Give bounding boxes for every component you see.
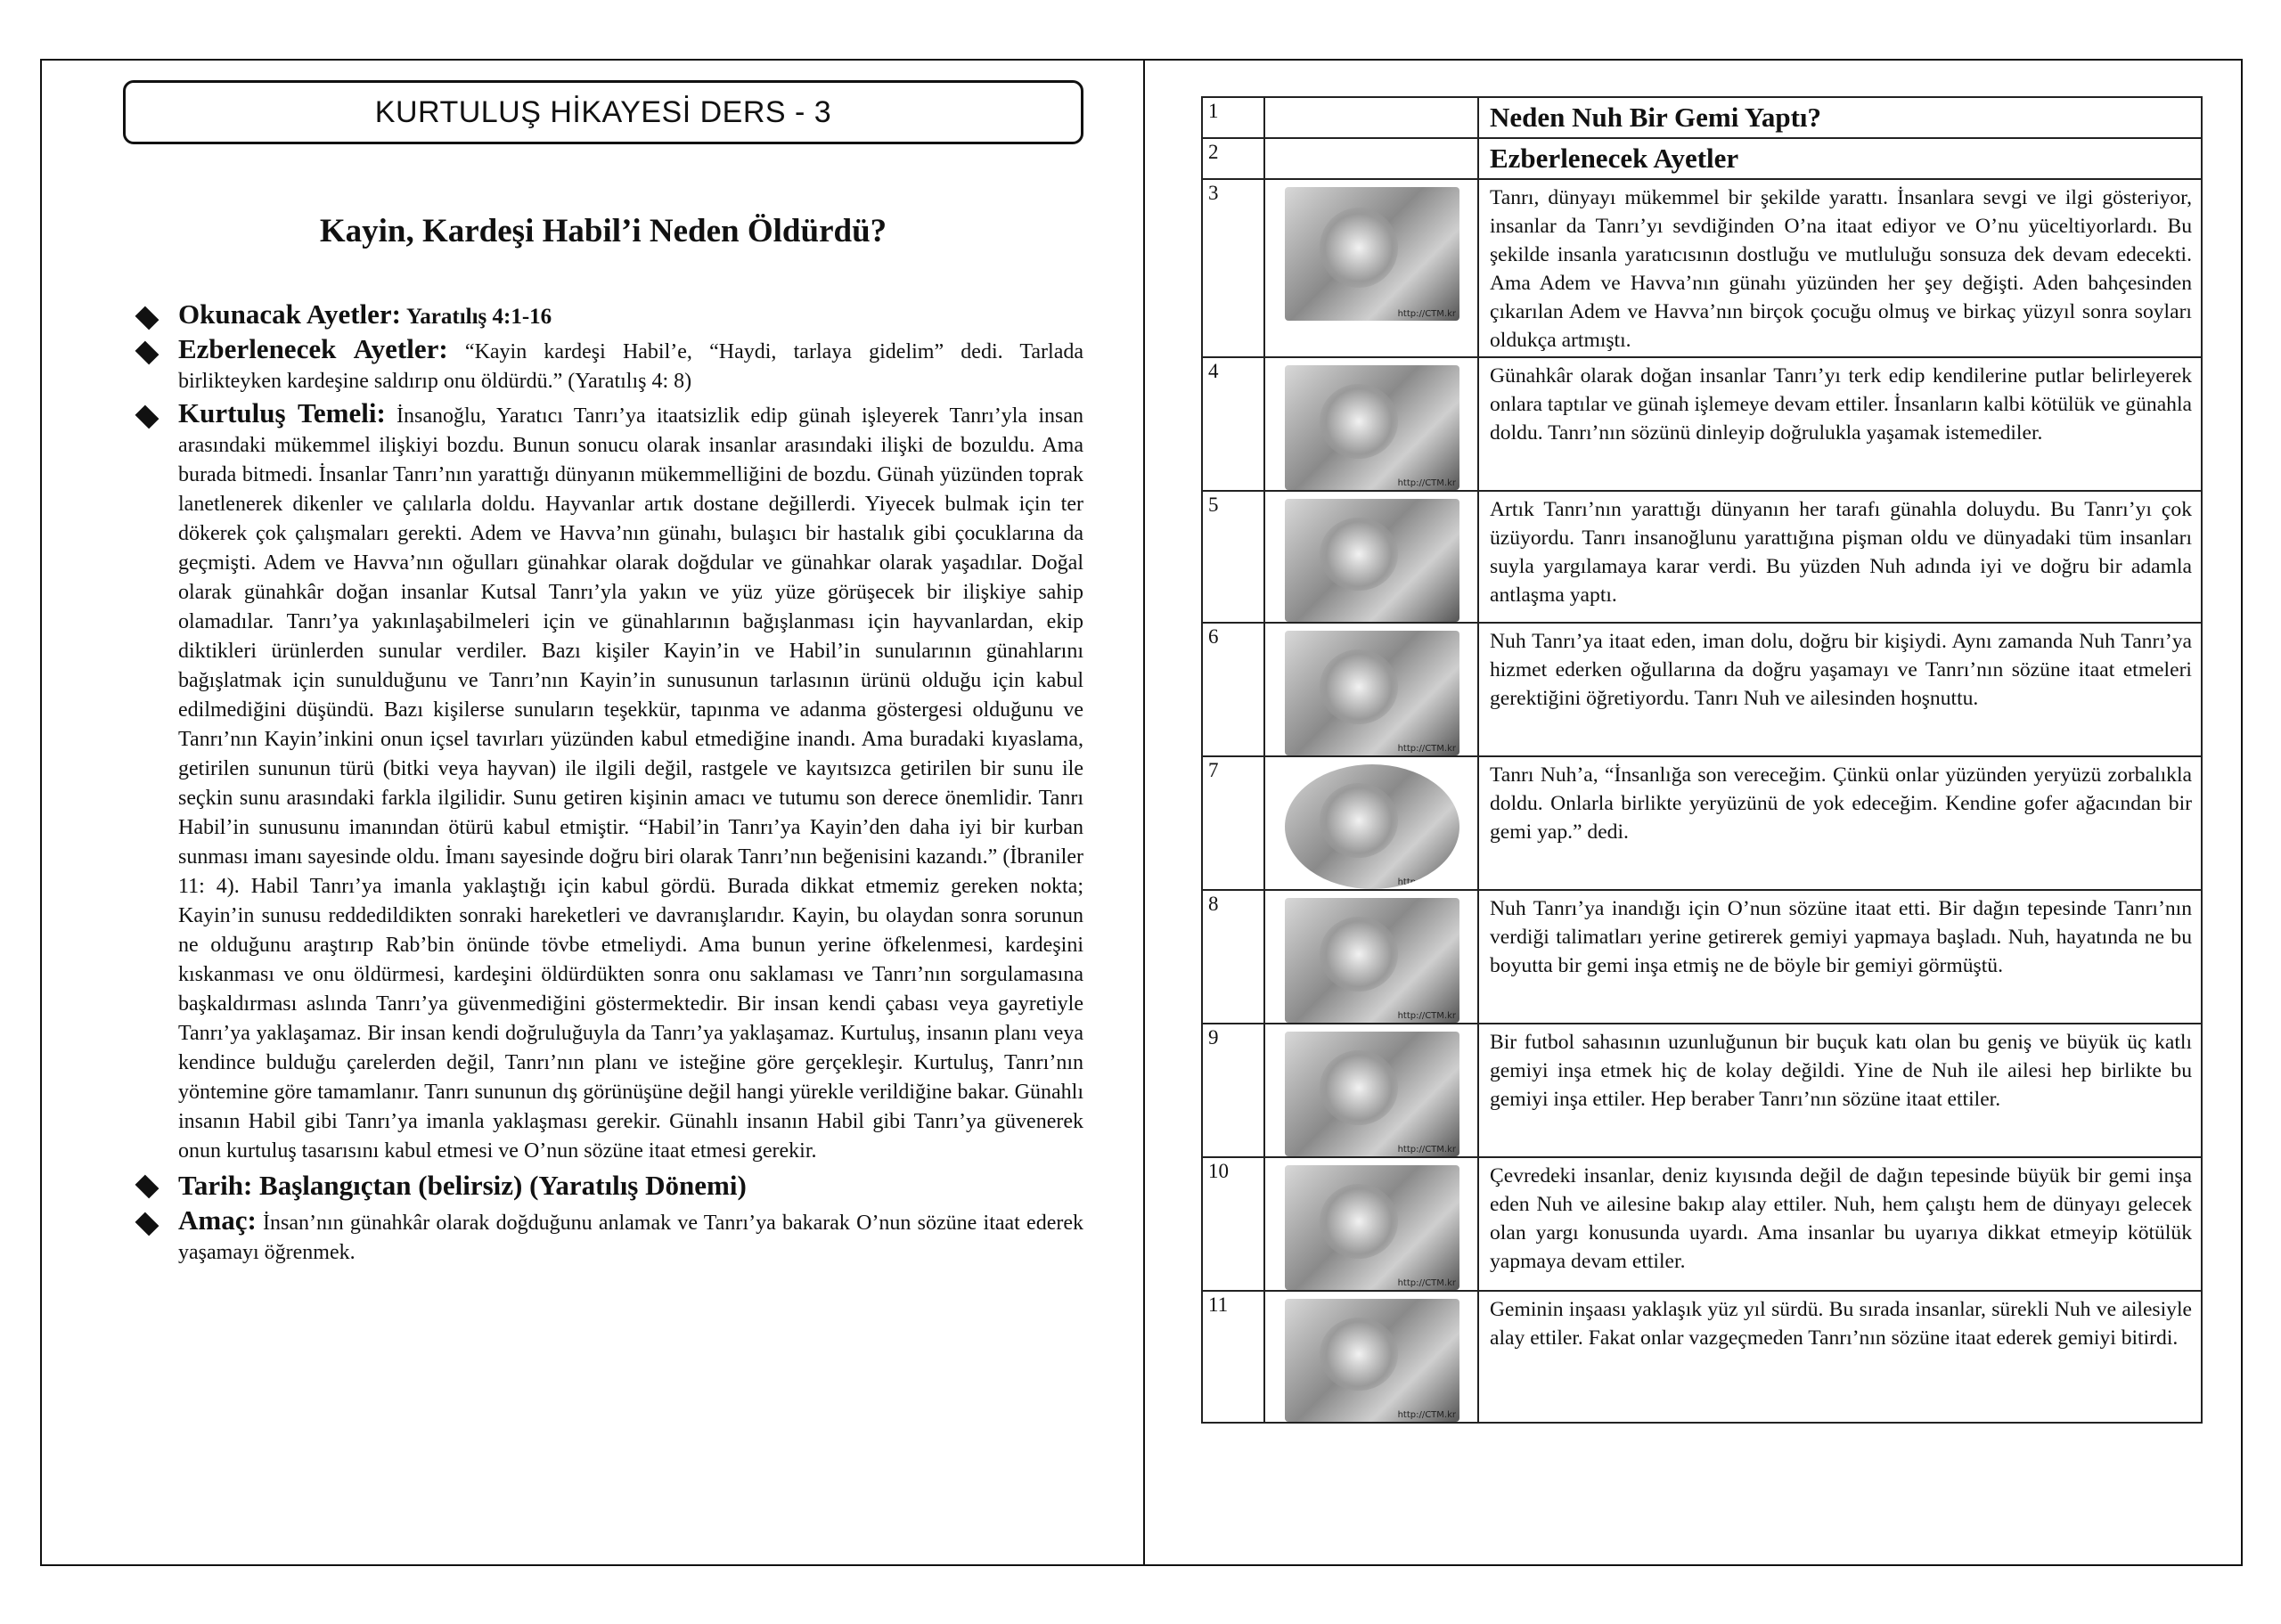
row-number: 1: [1202, 97, 1264, 138]
row-text: Tanrı Nuh’a, “İnsanlığa son vereceğim. Çünkü onlar yüzünden yeryüzü zorbalıkla doldu. Onlarla birlikte yeryüzünü de yok edeceğim. Kendine gofer ağacından bir gemi yap.” dedi.: [1478, 756, 2202, 890]
lesson-header: KURTULUŞ HİKAYESİ DERS - 3: [374, 94, 832, 129]
row-number: 6: [1202, 623, 1264, 756]
image-cell: [1264, 1024, 1478, 1157]
row-text: Artık Tanrı’nın yarattığı dünyanın her tarafı günahla doluydu. Bu Tanrı’yı çok üzüyordu. Tanrı insanoğlunu yarattığına pişman oldu ve dünyadaki tüm insanları suyla yargılamaya karar verdi. Bu yüzden Nuh adında iyi ve doğru bir adamla antlaşma yaptı.: [1478, 491, 2202, 623]
row-text: Bir futbol sahasının uzunluğunun bir buçuk katı olan bu geniş ve büyük üç katlı gemiyi inşa etmek hiç de kolay değildi. Yine de Nuh ile ailesi hep birlikte bu gemiyi inşa ettiler. Hep beraber Tanrı’nın sözüne itaat ettiler.: [1478, 1024, 2202, 1157]
row-number: 11: [1202, 1291, 1264, 1423]
illustration-image: [1285, 631, 1459, 755]
bullet-label: Kurtuluş Temeli:: [178, 397, 386, 428]
row-text: Günahkâr olarak doğan insanlar Tanrı’yı terk edip kendilerine putlar belirleyerek onlara taptılar ve günah işlemeye devam ettiler. İnsanların kalbi kötülük ve günahla doldu. Tanrı’nın sözünü dinleyip doğrulukla yaşamak istemediler.: [1478, 357, 2202, 491]
image-watermark: http://CTM.kr: [1397, 1278, 1456, 1288]
bullet-salvation-basis: [132, 398, 1083, 1166]
diamond-bullet-icon: [135, 1212, 159, 1236]
image-watermark: http://CTM.kr: [1397, 1410, 1456, 1420]
page-divider: [1143, 59, 1145, 1566]
row-number: 7: [1202, 756, 1264, 890]
illustration-image: [1285, 764, 1459, 889]
image-cell: [1264, 357, 1478, 491]
image-cell: [1264, 1291, 1478, 1423]
image-cell: [1264, 890, 1478, 1024]
row-number: 10: [1202, 1157, 1264, 1291]
illustration-image: [1285, 1032, 1459, 1156]
image-cell: [1264, 179, 1478, 357]
row-number: 2: [1202, 138, 1264, 179]
lesson-title: Kayin, Kardeşi Habil’i Neden Öldürdü?: [319, 213, 887, 249]
illustration-image: [1285, 187, 1459, 321]
diamond-bullet-icon: [135, 405, 159, 429]
row-number: 9: [1202, 1024, 1264, 1157]
story-table: [1201, 96, 2203, 1424]
bullet-text: İnsan’nın günahkâr olarak doğduğunu anlamak ve Tanrı’ya bakarak O’nun sözüne itaat ederek yaşamayı öğrenmek.: [178, 1212, 1084, 1264]
row-text: Geminin inşaası yaklaşık yüz yıl sürdü. Bu sırada insanlar, sürekli Nuh ve ailesiyle alay ettiler. Fakat onlar vazgeçmeden Tanrı’nın sözüne itaat ederek gemiyi bitirdi.: [1478, 1291, 2202, 1423]
illustration-image: [1285, 365, 1459, 490]
image-cell: [1264, 756, 1478, 890]
image-cell: [1264, 1157, 1478, 1291]
row-text: Tanrı, dünyayı mükemmel bir şekilde yarattı. İnsanlara sevgi ve ilgi gösteriyor, insanlar da Tanrı’yı sevdiğinden O’na itaat ediyor ve O’nu yüceltiyorlardı. Bu şekilde insanla yaratıcısının dostluğu ve mutluluğu sonsuza dek devam edecekti. Ama Adem ve Havva’nın günahı yüzünden her şey değişti. Aden bahçesinden çıkarılan Adem ve Havva’nın birçok çocuğu olmuş ve birkaç yüzyıl sonra soyları oldukça artmıştı.: [1478, 179, 2202, 357]
diamond-bullet-icon: [135, 341, 159, 365]
image-watermark: http://CTM.kr: [1397, 877, 1456, 887]
bullet-label: Tarih: Başlangıçtan (belirsiz) (Yaratılış Dönemi): [178, 1170, 747, 1201]
bullet-label: Ezberlenecek Ayetler:: [178, 333, 448, 364]
table-row: [1202, 1157, 2202, 1291]
table-row: [1202, 357, 2202, 491]
row-heading: Neden Nuh Bir Gemi Yaptı?: [1478, 97, 2202, 138]
row-number: 3: [1202, 179, 1264, 357]
image-watermark: http://CTM.kr: [1397, 478, 1456, 488]
diamond-bullet-icon: [135, 1175, 159, 1199]
illustration-image: [1285, 499, 1459, 622]
image-cell: [1264, 138, 1478, 179]
table-row: [1202, 179, 2202, 357]
image-watermark: http://CTM.kr: [1397, 744, 1456, 754]
illustration-image: [1285, 1165, 1459, 1290]
row-number: 5: [1202, 491, 1264, 623]
bullet-label: Okunacak Ayetler:: [178, 298, 401, 330]
image-watermark: http://CTM.kr: [1397, 309, 1456, 319]
image-watermark: http://CTM.kr: [1397, 1145, 1456, 1155]
bullet-text: Yaratılış 4:1-16: [406, 305, 552, 329]
row-text: Çevredeki insanlar, deniz kıyısında değil de dağın tepesinde büyük bir gemi inşa eden Nuh ve ailesine bakıp alay ettiler. Nuh, hem çalıştı hem de dünyayı gelecek olan yargı konusunda uyardı. Ama insanlar bu uyarıya dikkat etmeyip kötülük yapmaya devam ettiler.: [1478, 1157, 2202, 1291]
bullet-date: [132, 1168, 1083, 1204]
image-cell: [1264, 623, 1478, 756]
diamond-bullet-icon: [135, 306, 159, 331]
table-row: [1202, 1024, 2202, 1157]
bullet-label: Amaç:: [178, 1204, 257, 1236]
row-number: 8: [1202, 890, 1264, 1024]
bullet-text: “Kayin kardeşi Habil’e, “Haydi, tarlaya gidelim” dedi. Tarlada birlikteyken kardeşine saldırıp onu öldürdü.” (Yaratılış 4: 8): [178, 340, 1083, 393]
row-text: Nuh Tanrı’ya itaat eden, iman dolu, doğru bir kişiydi. Aynı zamanda Nuh Tanrı’ya hizmet ederken oğullarına da doğru yaşamayı ve Tanrı’nın sözüne itaat etmeleri gerektiğini öğretiyordu. Tanrı Nuh ve ailesinden hoşnuttu.: [1478, 623, 2202, 756]
lesson-bullets: [132, 299, 1083, 1269]
table-row: [1202, 491, 2202, 623]
bullet-memory-verses: [132, 334, 1083, 396]
row-text: Nuh Tanrı’ya inandığı için O’nun sözüne itaat etti. Bir dağın tepesinde Tanrı’nın verdiği talimatları yerine getirerek gemiyi yapmaya başladı. Nuh, hayatında ne bu boyutta bir gemi inşa etmiş ne de böyle bir gemiyi görmüştü.: [1478, 890, 2202, 1024]
bullet-text: İnsanoğlu, Yaratıcı Tanrı’ya itaatsizlik edip günah işleyerek Tanrı’yla insan arasındaki mükemmel ilişkiyi bozdu. Bunun sonucu olarak insanlar arasındaki ilişki de bozuldu. Ama burada bitmedi. İnsanlar Tanrı’nın yarattığı dünyanın mükemmelliğini de bozdu. Günah yüzünden toprak lanetlenerek dikenler ve çalılarla doldu. Hayvanlar artık dostane değillerdi. Yiyecek bulmak için ter dökerek çok çalışmaları gerekti. Adem ve Havva’nın günahı, bulaşıcı bir hastalık gibi çocuklarına da geçmişti. Adem ve Havva’nın oğulları günahkar olarak doğdular ve günahkar olarak yaşadılar. Doğal olarak günahkâr doğan insanlar Kutsal Tanrı’yla yakın ve yüz yüze görüşecek bir ilişkiye sahip olamadılar. Tanrı’ya yakınlaşabilmeleri için ve günahlarının bağışlanması için hayvanlardan, ekip diktikleri ürünlerden sunular verdiler. Bazı kişiler Kayin’in ve Habil’in sunularının günahlarını bağışlatmak için sunulduğunu ve Tanrı’nın Kayin’in sunusunun tarlasının ürünü olduğu için kabul edilmediğini düşündü. Bazı kişilerse sunuların teşekkür, tapınma ve adanma göstergesi olduğunu ve Tanrı’nın Kayin’inkini onun içsel tavırları yüzünden kabul etmediğine inandı. Ama buradaki kıyaslama, getirilen sununun türü (bitki veya hayvan) ile ilgili değil, rastgele ve kayıtsızca getirilen bir sunu ile seçkin sunu arasındaki farkla ilgilidir. Sunu getiren kişinin amacı ve tutumu son derece önemlidir. Tanrı Habil’in sunusunu imanından ötürü kabul etmiştir. “Habil’in Tanrı’ya Kayin’den daha iyi bir kurban sunması imanı sayesinde oldu. İmanı sayesinde doğru biri olarak Tanrı’nın beğenisini kazandı.” (İbraniler 11: 4). Habil Tanrı’ya imanla yaklaştığı için kabul gördü. Burada dikkat etmemiz gereken nokta; Kayin’in sunusu reddedildikten sonraki hareketleri ve davranışlarıdır. Kayin, bu olaydan sonra sorunun ne olduğunu araştırıp Rab’bin önünde tövbe etmeliydi. Ama bunun yerine öfkelenmesi, kardeşini kıskanması ve onu öldürmesi, kardeşini öldürdükten sonra onu saklaması ve Tanrı’nın sorgulamasına başkaldırması aslında Tanrı’ya güvenmediğini göstermektedir. Bir insan kendi çabası veya gayretiyle Tanrı’ya yaklaşamaz. Bir insan kendi doğruluğuyla da Tanrı’ya yaklaşamaz. Kurtuluş, insanın planı veya kendince bulduğu çarelerden değil, Tanrı’nın planı ve isteğine göre gerçekleşir. Kurtuluş, Tanrı’nın yöntemine göre tamamlanır. Tanrı sununun dış görünüşüne değil hangi yürekle verildiğine bakar. Günahlı insanın Habil gibi Tanrı’ya imanla yaklaşması gerekir. Günahlı insanın Habil gibi Tanrı’ya güvenerek onun kurtuluş tasarısını kabul etmesi ve O’nun sözüne itaat etmesi gerekir.: [178, 404, 1083, 1163]
bullet-purpose: [132, 1205, 1083, 1268]
image-cell: [1264, 491, 1478, 623]
row-heading: Ezberlenecek Ayetler: [1478, 138, 2202, 179]
table-row: [1202, 623, 2202, 756]
lesson-header-box: [123, 80, 1083, 144]
table-row: [1202, 138, 2202, 179]
image-cell: [1264, 97, 1478, 138]
table-row: [1202, 890, 2202, 1024]
bullet-reading-verses: [132, 299, 1083, 332]
table-row: [1202, 97, 2202, 138]
illustration-image: [1285, 1299, 1459, 1422]
image-watermark: http://CTM.kr: [1397, 1011, 1456, 1021]
illustration-image: [1285, 898, 1459, 1023]
table-row: [1202, 756, 2202, 890]
table-row: [1202, 1291, 2202, 1423]
row-number: 4: [1202, 357, 1264, 491]
